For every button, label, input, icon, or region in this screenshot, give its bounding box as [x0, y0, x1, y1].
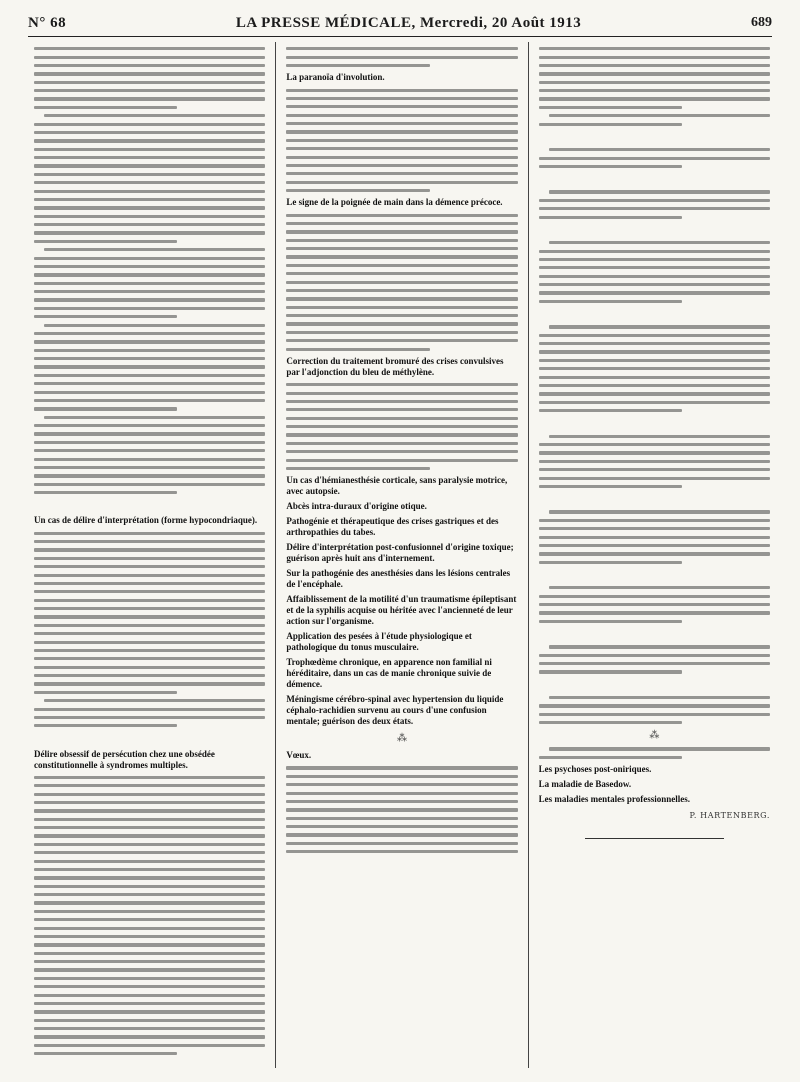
text-line — [539, 216, 682, 219]
text-line — [539, 72, 770, 75]
text-line — [286, 147, 517, 150]
text-line — [286, 467, 429, 470]
text-line — [34, 365, 265, 368]
paragraph-block — [34, 532, 265, 728]
text-line — [549, 510, 770, 513]
text-line — [286, 459, 517, 462]
text-line — [34, 540, 265, 543]
text-line — [539, 401, 770, 404]
text-line — [34, 793, 265, 796]
text-line — [286, 339, 517, 342]
section-title: Pathogénie et thérapeutique des crises gastriques et des arthropathies du tabes. — [286, 516, 499, 538]
text-line — [34, 809, 265, 812]
text-line — [286, 425, 517, 428]
text-line — [539, 654, 770, 657]
header-rule — [28, 36, 772, 37]
text-line — [34, 960, 265, 963]
text-line — [539, 536, 770, 539]
paragraph-block — [34, 776, 265, 1056]
paragraph-block — [539, 148, 770, 674]
text-line — [34, 860, 265, 863]
text-line — [34, 1010, 265, 1013]
text-line — [34, 273, 265, 276]
text-line — [539, 157, 770, 160]
text-line — [34, 968, 265, 971]
text-line — [286, 850, 517, 853]
text-line — [34, 290, 265, 293]
text-line — [286, 89, 517, 92]
text-line — [286, 214, 517, 217]
text-line — [34, 574, 265, 577]
text-line — [286, 842, 517, 845]
text-line — [286, 47, 517, 50]
text-line — [286, 272, 517, 275]
section-title: Un cas de délire d'interprétation (forme hypocondriaque). — [34, 515, 258, 526]
text-line — [34, 424, 265, 427]
text-line — [34, 391, 265, 394]
text-line — [34, 374, 265, 377]
text-line — [286, 322, 517, 325]
text-line — [539, 291, 770, 294]
text-line — [34, 943, 265, 946]
text-line — [539, 561, 682, 564]
text-line — [539, 359, 770, 362]
text-line — [34, 784, 265, 787]
text-line — [539, 250, 770, 253]
text-line — [34, 72, 265, 75]
text-line — [539, 258, 770, 261]
text-line — [34, 156, 265, 159]
section-title: Le signe de la poignée de main dans la démence précoce. — [286, 197, 503, 208]
section-title: Affaiblissement de la motilité d'un traumatisme épileptisant et de la syphilis acquise ou héritée avec l'ancienneté de leur action sur l'organisme. — [286, 594, 517, 627]
section-title: Un cas d'hémianesthésie corticale, sans paralysie motrice, avec autopsie. — [286, 475, 508, 497]
text-line — [44, 324, 265, 327]
text-line — [539, 165, 682, 168]
text-line — [34, 724, 177, 727]
text-line — [34, 985, 265, 988]
text-line — [549, 148, 770, 151]
paragraph-block — [539, 747, 770, 759]
text-line — [34, 918, 265, 921]
text-line — [34, 432, 265, 435]
text-line — [539, 552, 770, 555]
text-line — [539, 266, 770, 269]
text-line — [286, 450, 517, 453]
text-line — [34, 215, 265, 218]
text-line — [539, 603, 770, 606]
text-line — [44, 416, 265, 419]
text-line — [34, 885, 265, 888]
text-line — [286, 348, 429, 351]
text-line — [34, 1002, 265, 1005]
text-line — [34, 56, 265, 59]
text-line — [34, 181, 265, 184]
text-line — [34, 474, 265, 477]
author-signature: P. HARTENBERG. — [689, 811, 770, 821]
text-line — [34, 198, 265, 201]
journal-title: LA PRESSE MÉDICALE, Mercredi, 20 Août 1913 — [235, 14, 582, 31]
text-line — [286, 122, 517, 125]
paragraph-block — [286, 214, 517, 351]
text-line — [549, 435, 770, 438]
text-line — [286, 222, 517, 225]
text-line — [539, 595, 770, 598]
text-line — [34, 776, 265, 779]
text-line — [286, 139, 517, 142]
text-line — [286, 314, 517, 317]
text-line — [286, 833, 517, 836]
text-line — [34, 565, 265, 568]
text-line — [539, 662, 770, 665]
text-line — [286, 808, 517, 811]
column-2 — [286, 42, 517, 1068]
text-line — [44, 699, 265, 702]
text-line — [539, 123, 682, 126]
text-line — [539, 460, 770, 463]
text-line — [34, 349, 265, 352]
text-line — [34, 1052, 177, 1055]
text-line — [539, 544, 770, 547]
text-line — [286, 172, 517, 175]
text-line — [539, 713, 770, 716]
text-line — [286, 56, 517, 59]
text-line — [44, 114, 265, 117]
text-line — [34, 716, 265, 719]
text-line — [34, 599, 265, 602]
text-line — [549, 241, 770, 244]
paragraph-block — [539, 696, 770, 724]
text-line — [286, 64, 429, 67]
paragraph-block — [539, 47, 770, 126]
text-line — [34, 1027, 265, 1030]
text-line — [34, 615, 265, 618]
text-line — [34, 206, 265, 209]
text-line — [34, 994, 265, 997]
text-line — [34, 901, 265, 904]
text-line — [286, 181, 517, 184]
text-line — [34, 910, 265, 913]
paragraph-block — [286, 383, 517, 470]
text-line — [34, 407, 177, 410]
text-columns — [34, 42, 770, 1068]
text-line — [286, 331, 517, 334]
text-line — [539, 334, 770, 337]
text-line — [34, 315, 177, 318]
text-line — [34, 952, 265, 955]
text-line — [34, 1044, 265, 1047]
text-line — [34, 265, 265, 268]
text-line — [34, 332, 265, 335]
text-line — [286, 783, 517, 786]
text-line — [34, 89, 265, 92]
text-line — [34, 927, 265, 930]
text-line — [34, 851, 265, 854]
text-line — [539, 485, 682, 488]
text-line — [34, 632, 265, 635]
text-line — [539, 47, 770, 50]
text-line — [539, 199, 770, 202]
text-line — [539, 409, 682, 412]
text-line — [286, 130, 517, 133]
text-line — [286, 247, 517, 250]
text-line — [34, 532, 265, 535]
text-line — [34, 607, 265, 610]
text-line — [539, 721, 682, 724]
text-line — [539, 527, 770, 530]
text-line — [286, 156, 517, 159]
issue-number: N° 68 — [28, 14, 67, 31]
text-line — [34, 231, 265, 234]
text-line — [34, 977, 265, 980]
text-line — [549, 696, 770, 699]
text-line — [539, 620, 682, 623]
text-line — [286, 114, 517, 117]
text-line — [286, 297, 517, 300]
text-line — [34, 834, 265, 837]
text-line — [286, 264, 517, 267]
text-line — [539, 384, 770, 387]
text-line — [34, 491, 177, 494]
paragraph-block — [286, 47, 517, 67]
text-line — [286, 792, 517, 795]
text-line — [549, 190, 770, 193]
text-line — [34, 649, 265, 652]
text-line — [34, 47, 265, 50]
text-line — [539, 451, 770, 454]
text-line — [34, 826, 265, 829]
text-line — [286, 766, 517, 769]
text-line — [539, 756, 682, 759]
section-title: Les maladies mentales professionnelles. — [538, 794, 690, 805]
paragraph-block — [286, 766, 517, 853]
text-line — [34, 307, 265, 310]
text-line — [34, 590, 265, 593]
text-line — [34, 139, 265, 142]
paragraph-block — [286, 89, 517, 193]
column-divider — [275, 42, 276, 1068]
section-title: Délire obsessif de persécution chez une obsédée constitutionnelle à syndromes multiples. — [34, 748, 215, 770]
text-line — [539, 392, 770, 395]
text-line — [286, 306, 517, 309]
column-3 — [539, 42, 770, 1068]
text-line — [539, 89, 770, 92]
text-line — [286, 164, 517, 167]
column-divider — [528, 42, 529, 1068]
text-line — [34, 868, 265, 871]
text-line — [34, 357, 265, 360]
text-line — [286, 408, 517, 411]
text-line — [34, 483, 265, 486]
text-line — [286, 825, 517, 828]
section-title: Correction du traitement bromuré des crises convulsives par l'adjonction du bleu de méthylène. — [286, 355, 504, 377]
text-line — [34, 382, 265, 385]
text-line — [286, 281, 517, 284]
text-line — [539, 443, 770, 446]
text-line — [34, 801, 265, 804]
text-line — [286, 105, 517, 108]
section-title: Sur la pathogénie des anesthésies dans les lésions centrales de l'encéphale. — [286, 568, 511, 590]
text-line — [286, 189, 429, 192]
text-line — [539, 64, 770, 67]
section-title: La paranoïa d'involution. — [286, 72, 385, 83]
text-line — [34, 548, 265, 551]
page-header — [28, 10, 772, 36]
text-line — [286, 255, 517, 258]
text-line — [286, 433, 517, 436]
text-line — [34, 81, 265, 84]
text-line — [549, 645, 770, 648]
text-line — [34, 173, 265, 176]
page-number: 689 — [751, 15, 772, 30]
text-line — [34, 1019, 265, 1022]
text-line — [34, 97, 265, 100]
section-title: Vœux. — [286, 750, 312, 761]
text-line — [539, 275, 770, 278]
text-line — [34, 106, 177, 109]
text-line — [34, 123, 265, 126]
asterism-icon: ⁂ — [649, 730, 660, 742]
text-line — [286, 417, 517, 420]
text-line — [34, 64, 265, 67]
footer-rule — [585, 838, 724, 839]
text-line — [34, 1035, 265, 1038]
text-line — [34, 458, 265, 461]
text-line — [539, 81, 770, 84]
text-line — [286, 400, 517, 403]
text-line — [286, 817, 517, 820]
text-line — [549, 747, 770, 750]
text-line — [539, 468, 770, 471]
text-line — [34, 935, 265, 938]
text-line — [34, 843, 265, 846]
text-line — [34, 399, 265, 402]
column-1 — [34, 42, 265, 1068]
text-line — [34, 876, 265, 879]
text-line — [34, 708, 265, 711]
text-line — [34, 691, 177, 694]
text-line — [286, 289, 517, 292]
text-line — [34, 148, 265, 151]
text-line — [539, 367, 770, 370]
text-line — [44, 248, 265, 251]
text-line — [539, 207, 770, 210]
text-line — [539, 283, 770, 286]
text-line — [34, 131, 265, 134]
asterism-icon: ⁂ — [396, 733, 407, 745]
text-line — [34, 282, 265, 285]
text-line — [34, 164, 265, 167]
text-line — [539, 106, 682, 109]
text-line — [34, 657, 265, 660]
text-line — [539, 611, 770, 614]
text-line — [286, 775, 517, 778]
text-line — [34, 582, 265, 585]
text-line — [539, 477, 770, 480]
text-line — [34, 557, 265, 560]
paragraph-block — [34, 47, 265, 494]
text-line — [34, 441, 265, 444]
text-line — [286, 230, 517, 233]
section-title: Méningisme cérébro-spinal avec hypertension du liquide céphalo-rachidien survenu au cours d'une confusion mentale; guérison des deux états. — [286, 694, 504, 727]
text-line — [539, 704, 770, 707]
section-title: Abcès intra-duraux d'origine otique. — [286, 501, 427, 512]
text-line — [286, 383, 517, 386]
section-title: Trophœdème chronique, en apparence non familial ni héréditaire, dans un cas de manie chronique suivie de démence. — [286, 657, 492, 690]
text-line — [34, 674, 265, 677]
text-line — [34, 641, 265, 644]
text-line — [539, 300, 682, 303]
text-line — [539, 56, 770, 59]
text-line — [34, 223, 265, 226]
text-line — [34, 240, 177, 243]
text-line — [34, 298, 265, 301]
text-line — [539, 97, 770, 100]
text-line — [549, 586, 770, 589]
text-line — [34, 449, 265, 452]
text-line — [34, 682, 265, 685]
text-line — [539, 342, 770, 345]
text-line — [34, 624, 265, 627]
text-line — [34, 818, 265, 821]
text-line — [34, 666, 265, 669]
text-line — [34, 340, 265, 343]
section-title: Délire d'interprétation post-confusionnel d'origine toxique; guérison après huit ans d'internement. — [286, 542, 514, 564]
text-line — [286, 239, 517, 242]
text-line — [549, 114, 770, 117]
text-line — [549, 325, 770, 328]
text-line — [539, 376, 770, 379]
section-title: Application des pesées à l'étude physiologique et pathologique du tonus musculaire. — [286, 631, 472, 653]
text-line — [286, 442, 517, 445]
text-line — [539, 350, 770, 353]
text-line — [286, 392, 517, 395]
text-line — [539, 519, 770, 522]
text-line — [34, 257, 265, 260]
text-line — [34, 466, 265, 469]
text-line — [34, 893, 265, 896]
text-line — [539, 670, 682, 673]
text-line — [34, 190, 265, 193]
text-line — [286, 800, 517, 803]
section-title: Les psychoses post-oniriques. — [538, 764, 652, 775]
section-title: La maladie de Basedow. — [538, 779, 632, 790]
text-line — [286, 97, 517, 100]
